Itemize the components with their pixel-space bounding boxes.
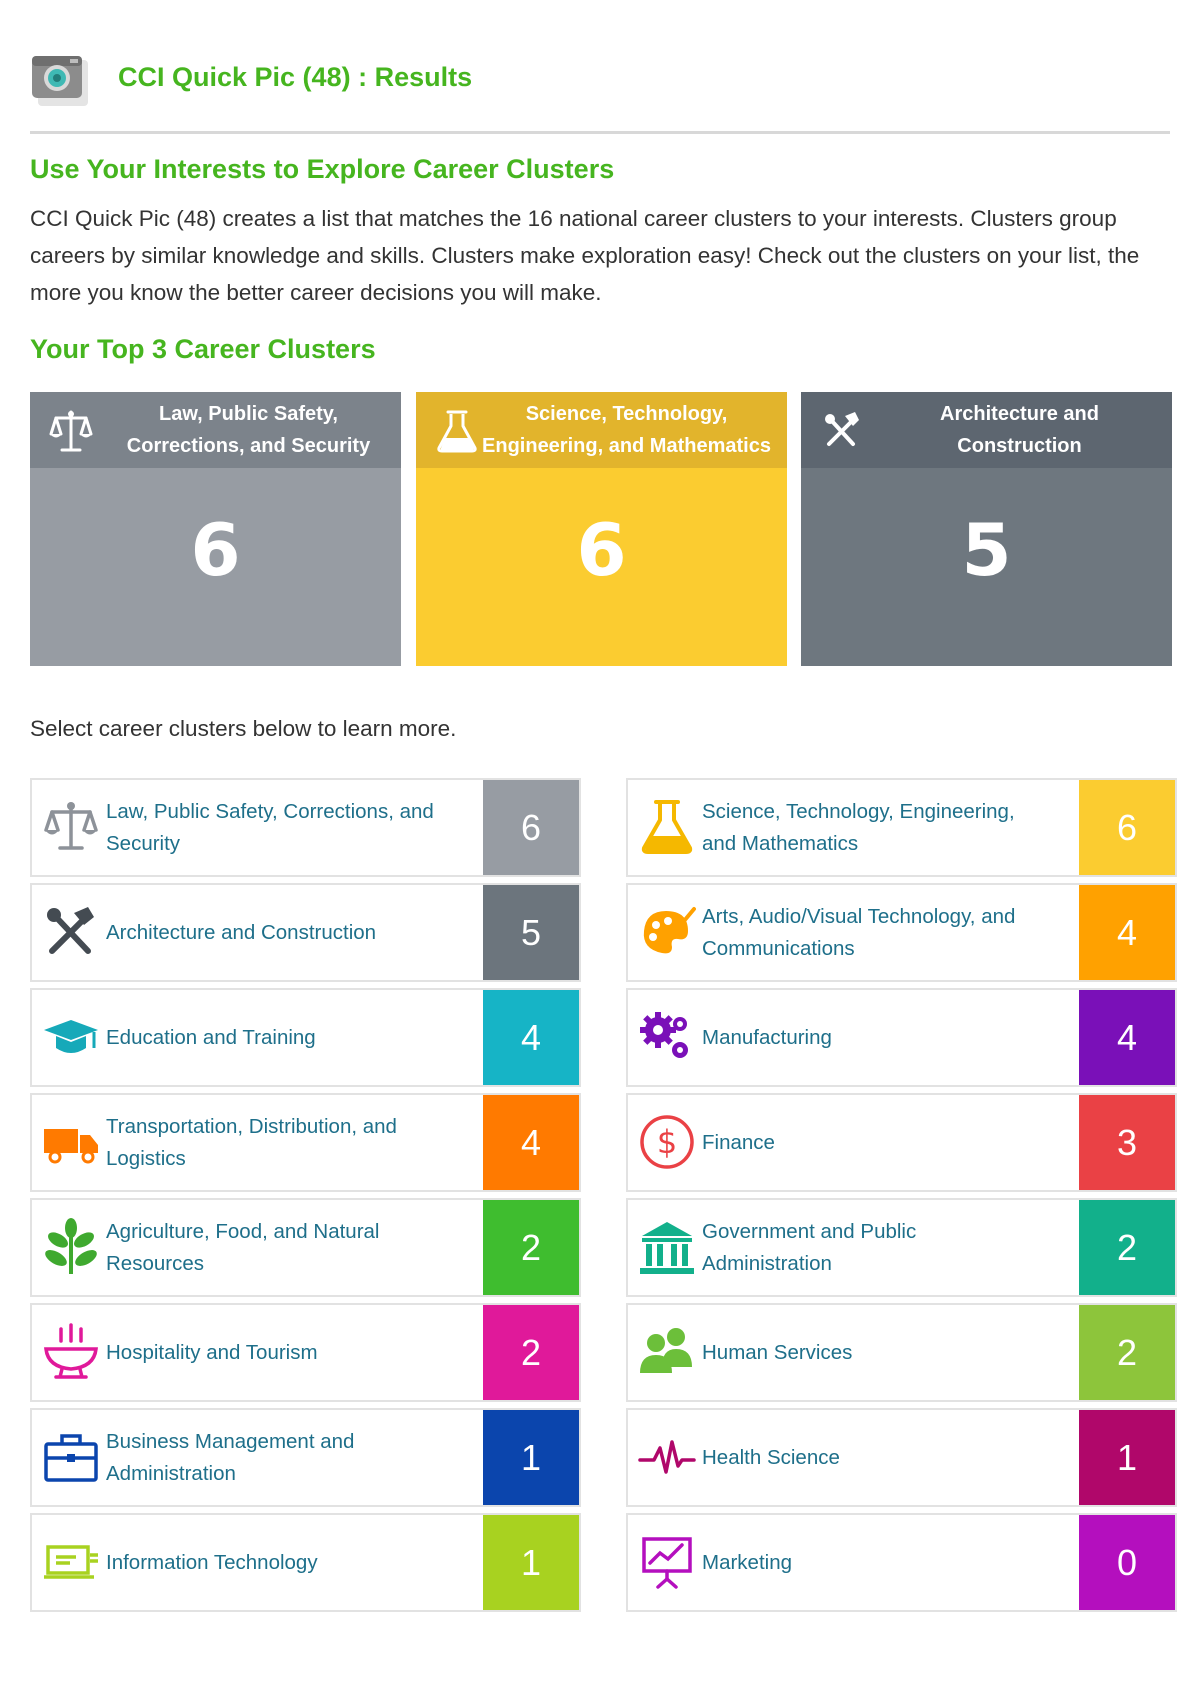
cluster-label: Health Science <box>702 1445 840 1469</box>
heartbeat-icon <box>638 1428 696 1486</box>
cluster-label: Business Management and Administration <box>106 1429 355 1485</box>
cluster-item-human-services[interactable] <box>626 1303 1177 1402</box>
cluster-item-stem[interactable] <box>626 778 1177 877</box>
tools-icon <box>819 408 865 454</box>
cluster-item-it[interactable] <box>30 1513 581 1612</box>
building-icon <box>638 1218 696 1276</box>
cluster-item-manufacturing[interactable] <box>626 988 1177 1087</box>
top-cluster-label: Science, Technology, Engineering, and Mathematics <box>482 403 771 457</box>
top-cluster-score: 6 <box>576 508 627 592</box>
top-cluster-card-architecture[interactable] <box>801 392 1172 666</box>
cluster-label: Hospitality and Tourism <box>106 1340 318 1364</box>
cluster-item-transportation[interactable] <box>30 1093 581 1192</box>
cluster-item-arts[interactable] <box>626 883 1177 982</box>
cluster-label: Transportation, Distribution, and Logistics <box>106 1114 397 1170</box>
cluster-score: 0 <box>1079 1515 1175 1610</box>
cluster-item-architecture[interactable] <box>30 883 581 982</box>
cluster-label: Government and Public Administration <box>702 1219 917 1275</box>
truck-icon <box>42 1113 100 1171</box>
cluster-score: 2 <box>483 1200 579 1295</box>
camera-icon <box>30 52 90 110</box>
presentation-icon <box>638 1533 696 1591</box>
people-icon <box>638 1323 696 1381</box>
cluster-item-agriculture[interactable] <box>30 1198 581 1297</box>
top-cluster-label: Law, Public Safety, Corrections, and Security <box>126 403 371 457</box>
top-cluster-card-stem[interactable] <box>416 392 787 666</box>
cluster-label: Agriculture, Food, and Natural Resources <box>106 1219 380 1275</box>
cluster-label: Information Technology <box>106 1550 318 1574</box>
bowl-icon <box>42 1323 100 1381</box>
cluster-score: 3 <box>1079 1095 1175 1190</box>
cluster-score: 4 <box>483 990 579 1085</box>
cluster-item-business[interactable] <box>30 1408 581 1507</box>
cluster-score: 1 <box>483 1410 579 1505</box>
cluster-score: 2 <box>483 1305 579 1400</box>
cluster-item-education[interactable] <box>30 988 581 1087</box>
section-heading-explore: Use Your Interests to Explore Career Clusters <box>30 154 615 184</box>
cluster-score: 6 <box>1079 780 1175 875</box>
cluster-label: Architecture and Construction <box>106 920 377 944</box>
tools-icon <box>42 903 100 961</box>
page-title: CCI Quick Pic (48) : Results <box>118 62 473 92</box>
cluster-label: Law, Public Safety, Corrections, and Security <box>106 799 434 855</box>
cluster-item-hospitality[interactable] <box>30 1303 581 1402</box>
scales-icon <box>42 798 100 856</box>
cluster-score: 1 <box>483 1515 579 1610</box>
svg-text:$: $ <box>656 1123 678 1161</box>
cluster-item-government[interactable] <box>626 1198 1177 1297</box>
cluster-score: 4 <box>1079 990 1175 1085</box>
cluster-item-finance[interactable] <box>626 1093 1177 1192</box>
scales-icon <box>48 408 94 454</box>
palette-icon <box>638 903 696 961</box>
cluster-score: 1 <box>1079 1410 1175 1505</box>
cluster-label: Marketing <box>702 1550 793 1574</box>
cluster-label: Finance <box>702 1130 775 1154</box>
cluster-score: 6 <box>483 780 579 875</box>
cluster-score: 4 <box>483 1095 579 1190</box>
cluster-label: Science, Technology, Engineering, and Mathematics <box>702 799 1015 855</box>
cluster-label: Arts, Audio/Visual Technology, and Communications <box>702 904 1016 960</box>
top-cluster-card-law[interactable] <box>30 392 401 666</box>
cluster-item-health-science[interactable] <box>626 1408 1177 1507</box>
top-cluster-score: 5 <box>961 508 1012 592</box>
dollar-icon <box>638 1113 696 1171</box>
intro-paragraph: CCI Quick Pic (48) creates a list that matches the 16 national career clusters to your interests. Clusters group careers by similar knowledge and skills. Clusters make exploration easy! Check out the clusters on your list, the more you know the better career decisions you will make. <box>30 206 1140 305</box>
cluster-item-law[interactable] <box>30 778 581 877</box>
section-heading-top-clusters: Your Top 3 Career Clusters <box>30 334 376 364</box>
flask-icon <box>638 798 696 856</box>
select-instruction: Select career clusters below to learn more. <box>30 716 457 741</box>
cluster-score: 4 <box>1079 885 1175 980</box>
cluster-item-marketing[interactable] <box>626 1513 1177 1612</box>
cluster-label: Human Services <box>702 1340 853 1364</box>
top-cluster-label: Architecture and Construction <box>940 403 1099 457</box>
gears-icon <box>638 1008 696 1066</box>
top-cluster-score: 6 <box>190 508 241 592</box>
cluster-score: 2 <box>1079 1200 1175 1295</box>
cluster-label: Manufacturing <box>702 1025 832 1049</box>
plant-icon <box>42 1218 100 1276</box>
flask-icon <box>434 408 480 454</box>
page-header <box>30 44 1170 134</box>
graduation-cap-icon <box>42 1008 100 1066</box>
cluster-label: Education and Training <box>106 1025 316 1049</box>
cluster-score: 5 <box>483 885 579 980</box>
laptop-icon <box>42 1533 100 1591</box>
top-clusters <box>30 392 1172 666</box>
cluster-score: 2 <box>1079 1305 1175 1400</box>
briefcase-icon <box>42 1428 100 1486</box>
